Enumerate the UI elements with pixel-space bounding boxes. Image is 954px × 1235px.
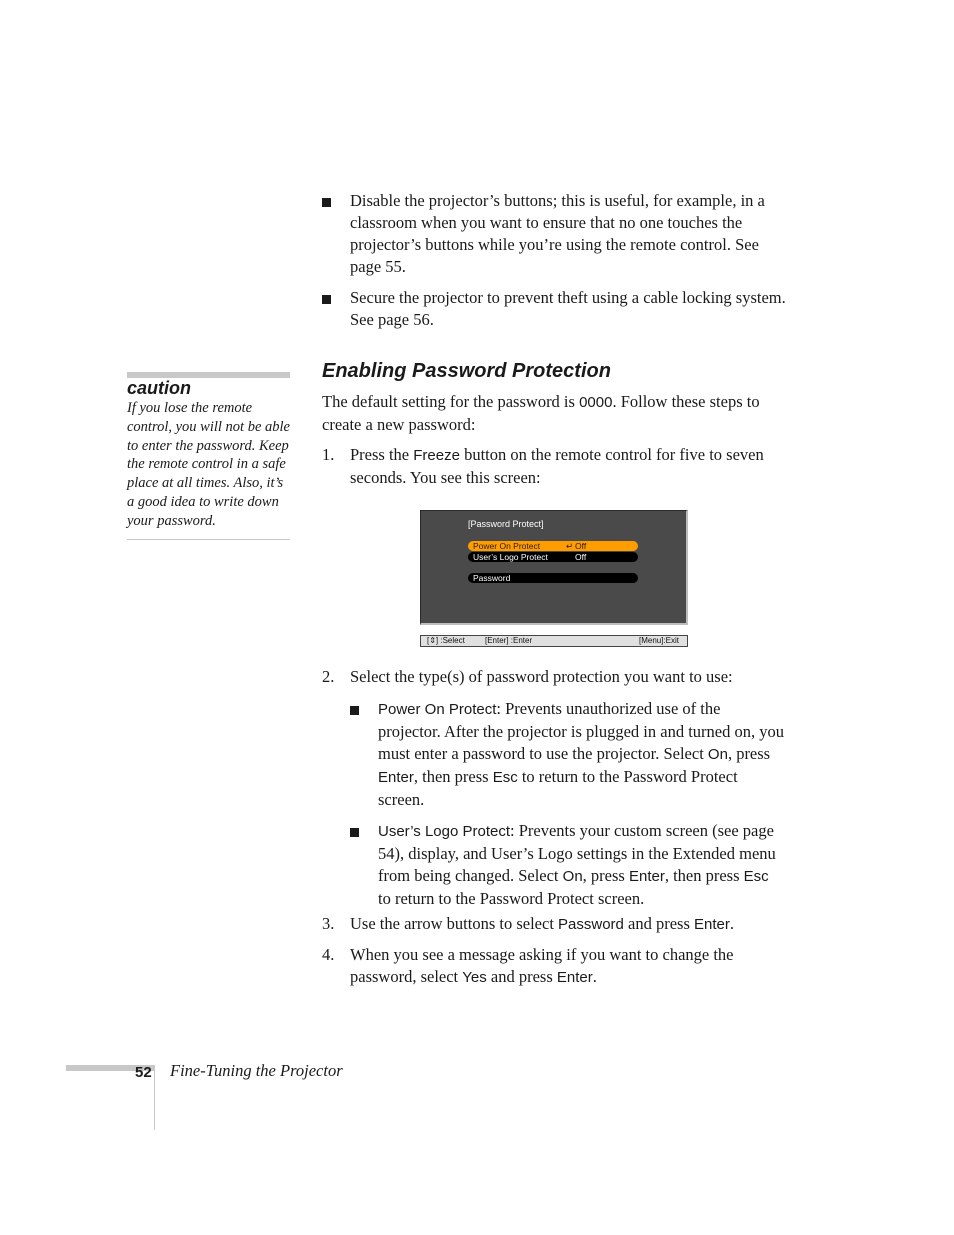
osd-help-bar <box>420 635 688 647</box>
section-heading: Enabling Password Protection <box>322 360 611 382</box>
protection-type-list <box>350 698 785 919</box>
list-item <box>350 698 785 811</box>
step-text: Press the <box>350 445 414 464</box>
osd-row-value: Off <box>575 541 587 551</box>
osd-row-password <box>468 573 638 583</box>
step-number: 1. <box>322 445 335 464</box>
key-name: Password <box>558 916 624 933</box>
osd-row-label: Power On Protect <box>473 541 541 551</box>
step-number: 4. <box>322 945 335 964</box>
list-item <box>350 820 785 910</box>
list-item <box>322 190 792 278</box>
caution-title: caution <box>127 378 192 398</box>
footer-chapter-title: Fine-Tuning the Projector <box>170 1061 343 1080</box>
step-text: and press <box>623 914 694 933</box>
option-text: , then press <box>664 866 744 885</box>
osd-row-label: User’s Logo Protect <box>473 552 548 562</box>
square-bullet-icon <box>322 198 331 207</box>
step-3 <box>322 913 784 936</box>
footer-divider <box>154 1065 155 1130</box>
step-body <box>350 444 784 489</box>
option-term: User’s Logo Protect <box>378 823 511 840</box>
osd-row-users-logo-protect <box>468 552 638 562</box>
osd-row-value: Off <box>575 552 587 562</box>
key-name: Enter <box>378 769 414 786</box>
step-2 <box>322 666 784 688</box>
step-text: and press <box>486 967 557 986</box>
default-password: 0000 <box>579 394 613 411</box>
option-text: : Prevents unauthorized use of the projector. After the projector is plugged in and turned on, you must enter a password to use the projector. Select <box>378 699 784 763</box>
caution-text: If you lose the remote control, you will not be able to enter the password. Keep the remote control in a safe place at all times. Also, it’s a good idea to write down your password. <box>127 400 290 529</box>
key-name: On <box>707 746 728 763</box>
page-number: 52 <box>135 1064 152 1081</box>
step-text: When you see a message asking if you want to change the password, select <box>350 945 734 986</box>
option-term: Power On Protect <box>378 701 497 718</box>
square-bullet-icon <box>350 828 359 837</box>
key-name: Esc <box>743 868 769 885</box>
square-bullet-icon <box>322 295 331 304</box>
key-name: Esc <box>492 769 518 786</box>
top-bullet-list <box>322 190 792 340</box>
osd-title: [Password Protect] <box>468 519 544 529</box>
key-name: On <box>562 868 583 885</box>
key-name: Enter <box>556 969 593 986</box>
enter-return-icon: ↵ <box>566 541 574 551</box>
step-body <box>350 944 784 989</box>
key-name: Enter <box>628 868 665 885</box>
freeze-key: Freeze <box>413 447 460 464</box>
step-number: 2. <box>322 667 335 686</box>
osd-help-exit: [Menu]:Exit <box>638 636 679 645</box>
osd-help-enter: [Enter] :Enter <box>485 636 533 645</box>
key-name: Yes <box>462 969 487 986</box>
step-text: . <box>729 914 734 933</box>
list-item <box>322 287 792 331</box>
option-text: to return to the Password Protect screen. <box>378 767 738 809</box>
osd-row-label: Password <box>473 573 511 583</box>
square-bullet-icon <box>350 706 359 715</box>
step-number: 3. <box>322 914 335 933</box>
step-body <box>350 913 784 936</box>
option-text: , then press <box>413 767 493 786</box>
intro-text: . Follow these steps to create a new password: <box>322 392 760 434</box>
option-text: , press <box>582 866 629 885</box>
step-text: Select the type(s) of password protection you want to use: <box>350 667 733 686</box>
caution-divider <box>127 539 290 540</box>
intro-paragraph <box>322 391 782 436</box>
osd-help-select: [⇕] :Select <box>427 636 465 645</box>
option-text: : Prevents your custom screen (see page 54), display, and User’s Logo settings in the Extended menu from being changed. Select <box>378 821 776 885</box>
option-text: , press <box>727 744 771 763</box>
step-text: Use the arrow buttons to select <box>350 914 559 933</box>
step-text: button on the remote control for five to seven seconds. You see this screen: <box>350 445 764 487</box>
intro-text: The default setting for the password is <box>322 392 580 411</box>
option-text: to return to the Password Protect screen. <box>378 889 645 908</box>
key-name: Enter <box>694 916 730 933</box>
bullet-text: Disable the projector’s buttons; this is useful, for example, in a classroom when you want to ensure that no one touches the projector’s buttons while you’re using the remote control. See page 55. <box>350 191 765 276</box>
password-protect-screen <box>420 510 688 625</box>
step-1 <box>322 444 784 489</box>
bullet-text: Secure the projector to prevent theft using a cable locking system. See page 56. <box>350 288 786 329</box>
step-text: . <box>592 967 597 986</box>
osd-row-power-on-protect <box>468 541 638 551</box>
step-4 <box>322 944 784 989</box>
